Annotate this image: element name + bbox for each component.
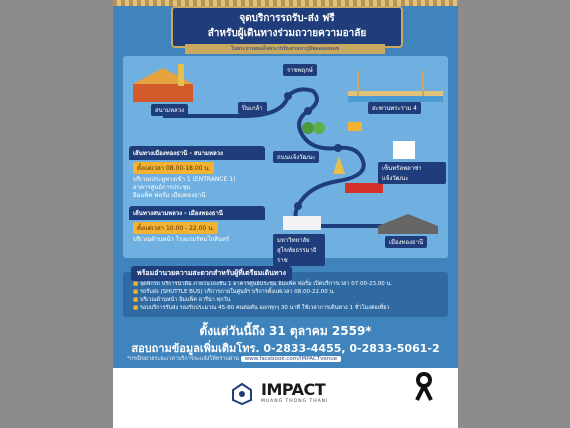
label-sanam-luang: สนามหลวง (151, 104, 188, 116)
services-header: พร้อมอำนวยความสะดวกสำหรับผู้ที่เตรียมเดินทาง (131, 266, 292, 281)
impact-logo-text: IMPACT (261, 380, 326, 399)
title-line2: สำหรับผู้เดินทางร่วมถวายความอาลัย (207, 28, 367, 39)
note-row (127, 355, 341, 363)
service-item: ■ รถรับส่ง (SHUTTLE BUS) บริการภายในศูนย์ฯ บริการตั้งแต่เวลา 08.00-22.00 น. (133, 288, 442, 296)
temple-icon (133, 64, 193, 102)
extension-note: *กรณีขยายระยะเวลาบริการจะแจ้งให้ทราบผ่าน (127, 356, 239, 362)
tree-icon (302, 122, 325, 134)
bus-icon (345, 183, 383, 193)
stop-dot (334, 144, 342, 152)
service-item: ■ รอบบริการรับส่ง รองรับประมาณ 45-80 คนต่อคัน ออกทุกๆ 30 นาที ใช้เวลาการเดินทาง 1 ชั่วโมงต่อเที่ยว (133, 304, 442, 312)
route-box-1 (129, 146, 265, 202)
label-central-plaza: เซ็นทรัลพลาซ่า แจ้งวัฒนะ (378, 162, 446, 184)
contact-phone: สอบถามข้อมูลเพิ่มเติมโทร. 0-2833-4455, 0-2833-5061-2 (131, 342, 440, 355)
mourning-ribbon-icon (411, 372, 437, 402)
route-body-line: บริเวณด้านหน้า โรงแรมรัตนโกสินทร์ (133, 236, 230, 243)
route-body (129, 176, 265, 202)
impact-logo (261, 380, 328, 404)
facebook-link[interactable]: www.facebook.com/IMPACTvenue (241, 356, 341, 362)
stop-dot (284, 92, 292, 100)
title-line1: จุดบริการรถรับ-ส่ง ฟรี (239, 13, 335, 24)
route-body (129, 236, 265, 246)
impact-arena-icon (378, 214, 438, 234)
label-university: มหาวิทยาลัย สุโขทัยธรรมาธิราช (273, 234, 325, 266)
title-banner (171, 6, 403, 48)
label-chaengwattana: ถนนแจ้งวัฒนะ (273, 151, 319, 163)
route-box-2 (129, 206, 265, 246)
services-panel (123, 269, 448, 317)
stop-dot (294, 202, 302, 210)
stop-dot (304, 107, 312, 115)
route-body-line: บริเวณประตูทางเข้า 1 (ENTRANCE 1) (133, 176, 236, 183)
footer (113, 368, 458, 428)
bridge-icon (348, 71, 443, 102)
label-ratchaphruek: ราชพฤกษ์ (283, 64, 317, 76)
university-building-icon (283, 216, 321, 230)
service-item: ■ จุดพักรถ บริการน้ำดื่ม ภายในโถงชั้น 1 อาคารศูนย์ประชุม อิมแพ็ค ฟอรั่ม เปิดบริการเวลา 07.00-23.00 น. (133, 280, 442, 288)
tuk-tuk-icon (348, 122, 362, 131)
label-rama4: สะพานพระราม 4 (368, 102, 421, 114)
service-item: ■ บริเวณด้านหน้า อิมแพ็ค อารีน่า ทุกวัน (133, 296, 442, 304)
route-title: เส้นทางเมืองทองธานี - สนามหลวง (129, 146, 265, 160)
label-pinklao: ปิ่นเกล้า (238, 102, 267, 114)
impact-logo-subtext: MUANG THONG THANI (261, 399, 329, 404)
title-subtitle: ในพระบาทสมเด็จพระปรมินทรมหาภูมิพลอดุลยเดช (185, 44, 385, 54)
route-body-line: อิมแพ็ค ฟอรั่ม เมืองทองธานี (133, 192, 206, 199)
poster (113, 0, 458, 428)
route-map (123, 56, 448, 264)
service-dateline: ตั้งแต่วันนี้ถึง 31 ตุลาคม 2559* (199, 324, 372, 338)
route-body-line: อาคารศูนย์การประชุม (133, 184, 191, 191)
route-time: ตั้งแต่เวลา 10.00 - 22.00 น. (133, 222, 218, 234)
pagoda-icon (333, 156, 345, 174)
mall-building-icon (393, 141, 415, 159)
route-time: ตั้งแต่เวลา 08.00-18.00 น. (133, 162, 214, 174)
bmta-logo-icon (231, 382, 253, 406)
label-impact: เมืองทองธานี (385, 236, 427, 248)
route-title: เส้นทางสนามหลวง - เมืองทองธานี (129, 206, 265, 220)
